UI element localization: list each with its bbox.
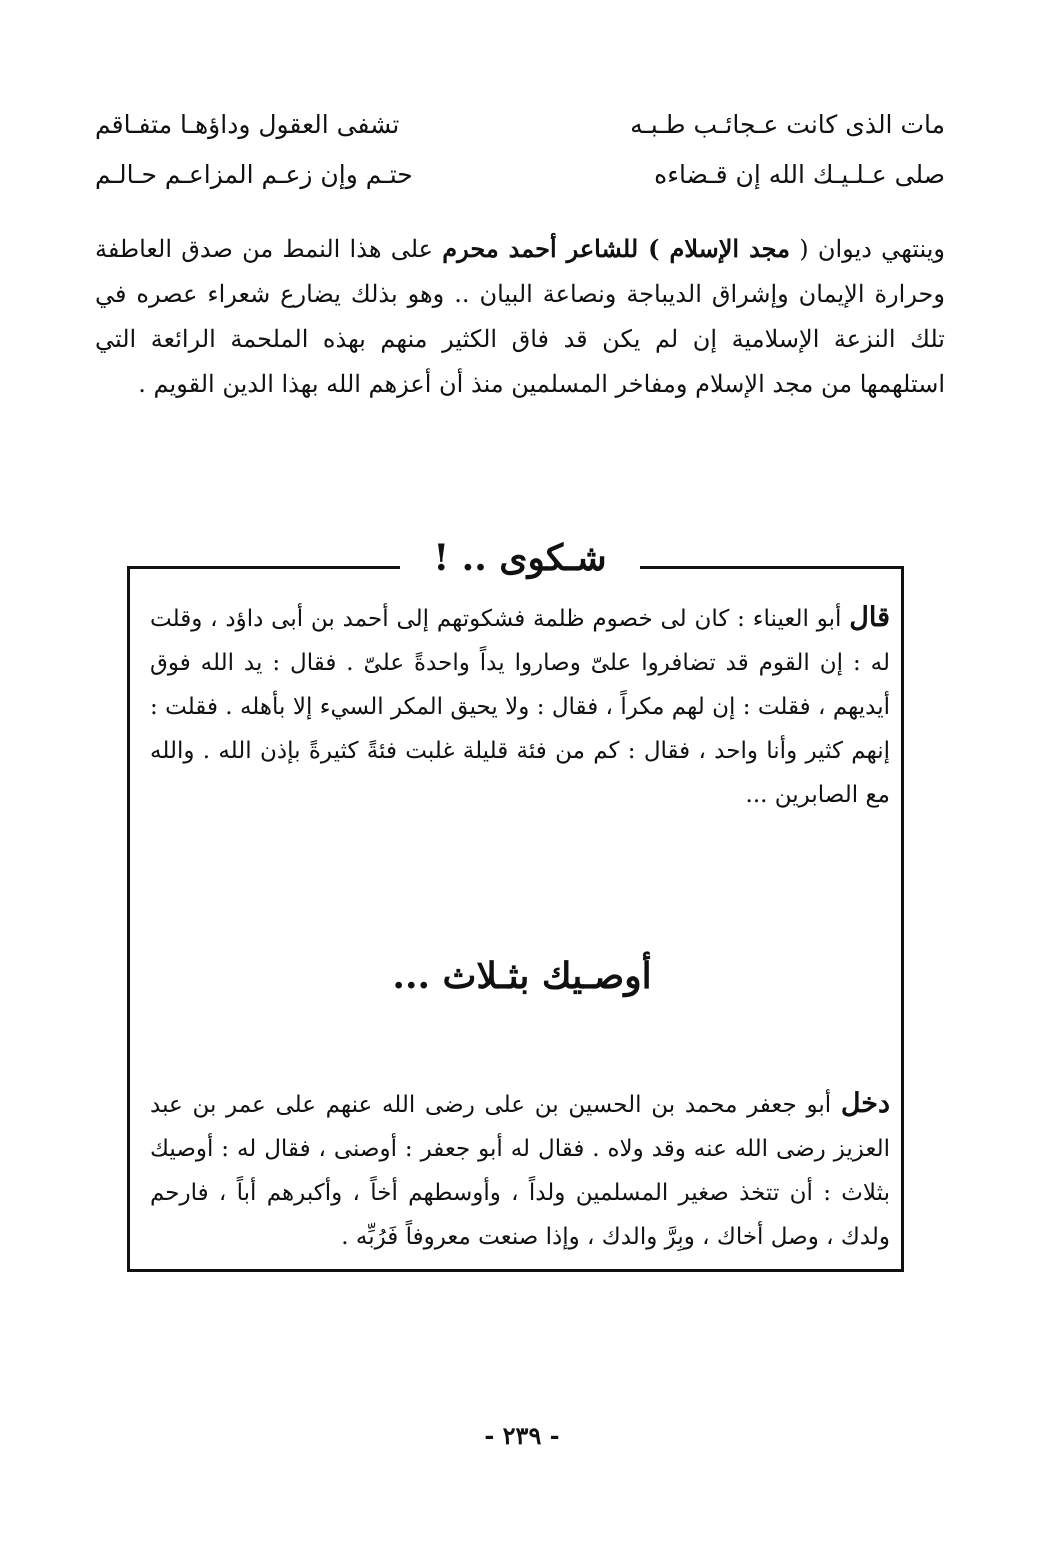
intro-text-after: على هذا النمط من صدق العاطفة وحرارة الإيمان وإشراق الديباجة ونصاعة البيان .. وهو بذلك يضارع شعراء عصره في تلك النزعة الإسلامية إن لم يكن قد فاق الكثير منهم بهذه الملحمة الرائعة التي استلهمها من مجد الإسلام ومفاخر المسلمين منذ أن أعزهم الله بهذا الدين القويم . <box>95 235 945 398</box>
paragraph-lead-word: دخل <box>840 1088 890 1119</box>
paragraph-body: أبو العيناء : كان لى خصوم ظلمة فشكوتهم إلى أحمد بن أبى داؤد ، وقلت له : إن القوم قد تضافروا علىّ وصاروا يداً واحدةً علىّ . فقال : يد الله فوق أيديهم ، فقلت : إن لهم مكراً ، فقال : ولا يحيق المكر السيء إلا بأهله . فقلت : إنهم كثير وأنا واحد ، فقال : كم من فئة قليلة غلبت فئةً كثيرةً بإذن الله . والله مع الصابرين ... <box>150 606 890 808</box>
verse-second-hemistich: تشفى العقول وداؤهـا متفـاقم <box>95 110 400 139</box>
paragraph-lead-word: قال <box>849 602 890 633</box>
poem <box>95 100 945 200</box>
verse-first-hemistich: مات الذى كانت عـجائـب طـبـه <box>630 110 945 139</box>
paragraph-body: أبو جعفر محمد بن الحسين بن على رضى الله عنهم على عمر بن عبد العزيز رضى الله عنه وقد ولاه . فقال له أبو جعفر : أوصنى ، فقال له : أوصيك بثلاث : أن تتخذ صغير المسلمين ولداً ، وأوسطهم أخاً ، وأكبرهم أباً ، فارحم ولدك ، وصل أخاك ، وبِرَّ والدك ، وإذا صنعت معروفاً فَرُبِّه . <box>150 1092 890 1250</box>
intro-paragraph <box>95 226 945 407</box>
box-paragraph-complaint <box>150 596 890 817</box>
poem-verse <box>95 150 945 200</box>
poem-verse <box>95 100 945 150</box>
intro-highlight: مجد الإسلام ) للشاعر أحمد محرم <box>442 234 791 263</box>
verse-first-hemistich: صلى عـلـيـك الله إن قـضاءه <box>654 160 945 189</box>
verse-second-hemistich: حتـم وإن زعـم المزاعـم حـالـم <box>95 160 413 189</box>
box-paragraph-advice <box>150 1082 890 1259</box>
page-number: - ٢٣٩ - <box>484 1421 560 1450</box>
intro-text-before: وينتهي ديوان ( <box>790 235 946 263</box>
box-heading-complaint: شـكوى .. ! <box>400 526 640 590</box>
box-heading-advice: أوصـيك بثـلاث ... <box>392 955 652 997</box>
